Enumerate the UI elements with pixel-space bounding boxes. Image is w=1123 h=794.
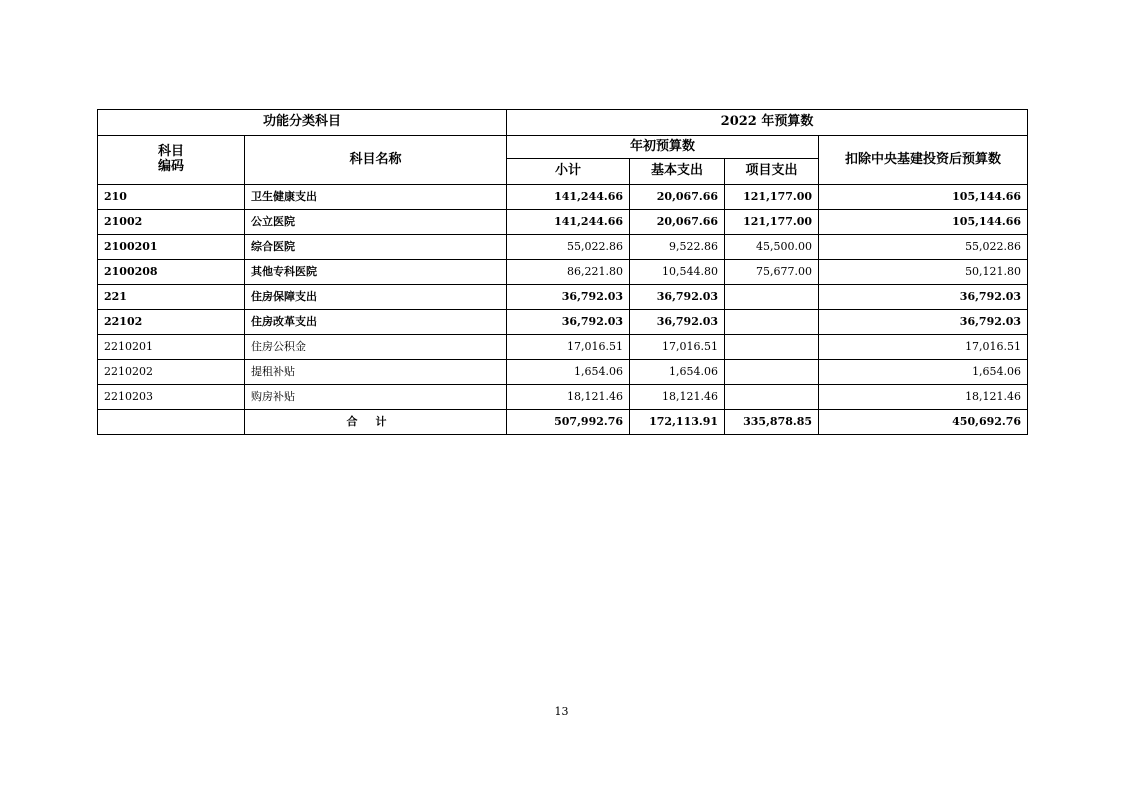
table-row (98, 385, 1028, 410)
row-project: 121,177.00 (725, 210, 819, 235)
row-project: 121,177.00 (725, 185, 819, 210)
row-code: 2100208 (98, 260, 245, 285)
header-functional-category: 功能分类科目 (98, 110, 507, 136)
row-after: 55,022.86 (819, 235, 1028, 260)
row-code: 210 (98, 185, 245, 210)
row-project (725, 360, 819, 385)
row-subtotal: 1,654.06 (507, 360, 630, 385)
table-row (98, 360, 1028, 385)
row-basic: 10,544.80 (630, 260, 725, 285)
row-name: 提租补贴 (245, 360, 507, 385)
row-project (725, 285, 819, 310)
row-project (725, 310, 819, 335)
row-basic: 9,522.86 (630, 235, 725, 260)
row-after: 17,016.51 (819, 335, 1028, 360)
row-basic: 18,121.46 (630, 385, 725, 410)
budget-table (97, 109, 1028, 435)
row-basic: 36,792.03 (630, 310, 725, 335)
row-subtotal: 18,121.46 (507, 385, 630, 410)
row-name: 住房保障支出 (245, 285, 507, 310)
row-code: 221 (98, 285, 245, 310)
row-name: 住房公积金 (245, 335, 507, 360)
table-row (98, 235, 1028, 260)
row-basic: 20,067.66 (630, 210, 725, 235)
header-initial-budget: 年初预算数 (507, 136, 819, 159)
row-after: 36,792.03 (819, 310, 1028, 335)
row-subtotal: 55,022.86 (507, 235, 630, 260)
row-subtotal: 141,244.66 (507, 185, 630, 210)
table-row (98, 210, 1028, 235)
total-subtotal: 507,992.76 (507, 410, 630, 435)
row-name: 住房改革支出 (245, 310, 507, 335)
row-basic: 1,654.06 (630, 360, 725, 385)
row-code: 2210202 (98, 360, 245, 385)
row-after: 105,144.66 (819, 185, 1028, 210)
row-after: 36,792.03 (819, 285, 1028, 310)
table-row (98, 310, 1028, 335)
table-row (98, 185, 1028, 210)
row-basic: 36,792.03 (630, 285, 725, 310)
row-after: 50,121.80 (819, 260, 1028, 285)
row-code: 22102 (98, 310, 245, 335)
table-row (98, 285, 1028, 310)
header-subtotal: 小计 (507, 159, 630, 185)
row-basic: 17,016.51 (630, 335, 725, 360)
page-number: 13 (554, 705, 569, 718)
row-after: 18,121.46 (819, 385, 1028, 410)
row-name: 公立医院 (245, 210, 507, 235)
header-code: 科目 编码 (98, 136, 245, 185)
total-row (98, 410, 1028, 435)
row-basic: 20,067.66 (630, 185, 725, 210)
row-subtotal: 36,792.03 (507, 310, 630, 335)
row-name: 综合医院 (245, 235, 507, 260)
row-code: 2100201 (98, 235, 245, 260)
table-row (98, 335, 1028, 360)
header-budget-year: 2022 年预算数 (507, 110, 1028, 136)
row-after: 1,654.06 (819, 360, 1028, 385)
row-project: 75,677.00 (725, 260, 819, 285)
row-name: 其他专科医院 (245, 260, 507, 285)
row-subtotal: 141,244.66 (507, 210, 630, 235)
table-row (98, 260, 1028, 285)
row-project (725, 385, 819, 410)
row-subtotal: 36,792.03 (507, 285, 630, 310)
row-code: 2210203 (98, 385, 245, 410)
row-subtotal: 86,221.80 (507, 260, 630, 285)
header-basic-expense: 基本支出 (630, 159, 725, 185)
header-after-deduction: 扣除中央基建投资后预算数 (819, 136, 1028, 185)
header-name: 科目名称 (245, 136, 507, 185)
row-project: 45,500.00 (725, 235, 819, 260)
row-code: 2210201 (98, 335, 245, 360)
row-name: 卫生健康支出 (245, 185, 507, 210)
row-project (725, 335, 819, 360)
total-basic: 172,113.91 (630, 410, 725, 435)
row-code: 21002 (98, 210, 245, 235)
total-project: 335,878.85 (725, 410, 819, 435)
total-code-empty (98, 410, 245, 435)
row-name: 购房补贴 (245, 385, 507, 410)
header-project-expense: 项目支出 (725, 159, 819, 185)
row-subtotal: 17,016.51 (507, 335, 630, 360)
row-after: 105,144.66 (819, 210, 1028, 235)
total-after: 450,692.76 (819, 410, 1028, 435)
total-label: 合计 (245, 410, 507, 435)
